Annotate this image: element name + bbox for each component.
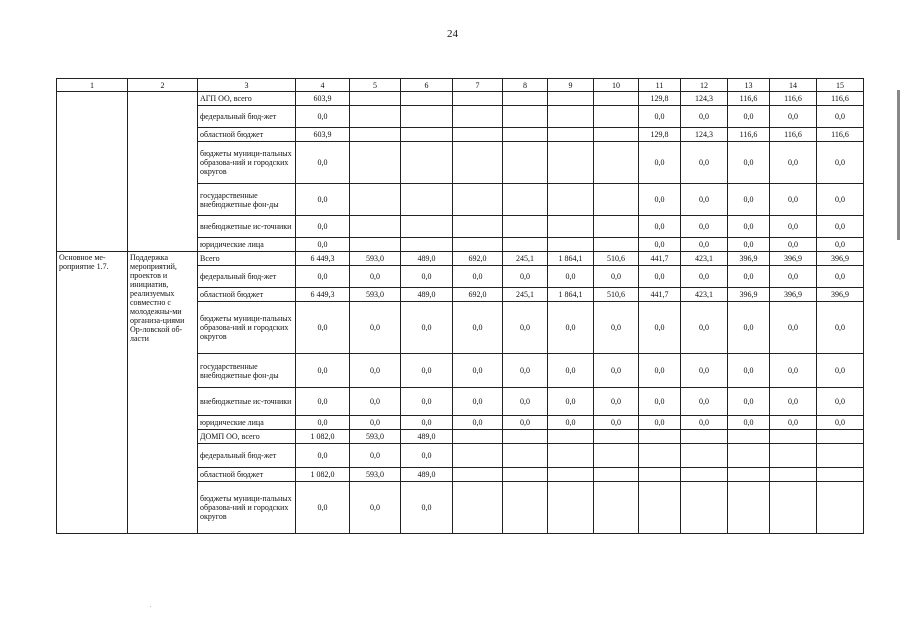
value-cell: 0,0 xyxy=(503,416,548,430)
value-cell xyxy=(453,468,503,482)
value-cell xyxy=(548,92,594,106)
funding-source-cell: бюджеты муници-пальных образова-ний и городских округов xyxy=(198,482,296,534)
value-cell xyxy=(548,238,594,252)
value-cell: 124,3 xyxy=(681,92,728,106)
scan-edge-mark xyxy=(897,90,900,240)
funding-source-cell: государственные внебюджетные фон-ды xyxy=(198,354,296,388)
value-cell: 0,0 xyxy=(639,184,681,216)
value-cell: 0,0 xyxy=(770,184,817,216)
value-cell: 0,0 xyxy=(296,416,350,430)
value-cell xyxy=(453,184,503,216)
value-cell: 0,0 xyxy=(770,142,817,184)
value-cell: 489,0 xyxy=(401,468,453,482)
value-cell: 396,9 xyxy=(728,288,770,302)
value-cell: 0,0 xyxy=(639,266,681,288)
table-row xyxy=(57,92,864,106)
value-cell: 0,0 xyxy=(681,238,728,252)
value-cell: 116,6 xyxy=(770,128,817,142)
value-cell xyxy=(350,216,401,238)
column-number-cell: 4 xyxy=(296,79,350,92)
measure-cell-empty xyxy=(57,92,128,252)
value-cell: 116,6 xyxy=(770,92,817,106)
value-cell: 441,7 xyxy=(639,288,681,302)
column-number-cell: 7 xyxy=(453,79,503,92)
value-cell: 0,0 xyxy=(728,184,770,216)
value-cell: 0,0 xyxy=(401,388,453,416)
value-cell: 0,0 xyxy=(453,266,503,288)
funding-source-cell: внебюджетные ис-точники xyxy=(198,388,296,416)
value-cell xyxy=(594,430,639,444)
value-cell: 489,0 xyxy=(401,288,453,302)
value-cell: 0,0 xyxy=(639,238,681,252)
value-cell xyxy=(350,128,401,142)
value-cell: 0,0 xyxy=(728,238,770,252)
value-cell xyxy=(503,142,548,184)
value-cell: 0,0 xyxy=(681,216,728,238)
value-cell xyxy=(350,184,401,216)
value-cell: 129,8 xyxy=(639,92,681,106)
column-number-row xyxy=(57,79,864,92)
funding-source-cell: областной бюджет xyxy=(198,288,296,302)
funding-source-cell: бюджеты муници-пальных образова-ний и городских округов xyxy=(198,302,296,354)
value-cell xyxy=(503,128,548,142)
value-cell: 0,0 xyxy=(401,354,453,388)
value-cell: 0,0 xyxy=(503,266,548,288)
value-cell: 0,0 xyxy=(594,416,639,430)
value-cell xyxy=(401,238,453,252)
value-cell: 0,0 xyxy=(296,482,350,534)
value-cell: 0,0 xyxy=(770,302,817,354)
value-cell xyxy=(503,238,548,252)
funding-source-cell: бюджеты муници-пальных образова-ний и городских округов xyxy=(198,142,296,184)
value-cell: 0,0 xyxy=(594,302,639,354)
value-cell: 0,0 xyxy=(728,106,770,128)
column-number-cell: 2 xyxy=(128,79,198,92)
value-cell xyxy=(350,142,401,184)
value-cell xyxy=(594,92,639,106)
value-cell xyxy=(401,216,453,238)
value-cell: 0,0 xyxy=(296,238,350,252)
value-cell: 0,0 xyxy=(681,106,728,128)
value-cell xyxy=(770,430,817,444)
value-cell xyxy=(548,106,594,128)
funding-source-cell: федеральный бюд-жет xyxy=(198,266,296,288)
value-cell: 0,0 xyxy=(681,184,728,216)
value-cell: 0,0 xyxy=(817,354,864,388)
value-cell xyxy=(503,482,548,534)
value-cell xyxy=(453,142,503,184)
value-cell xyxy=(594,468,639,482)
value-cell xyxy=(503,92,548,106)
value-cell xyxy=(548,430,594,444)
value-cell xyxy=(639,482,681,534)
value-cell xyxy=(639,444,681,468)
value-cell: 0,0 xyxy=(503,354,548,388)
value-cell: 0,0 xyxy=(681,416,728,430)
value-cell xyxy=(594,482,639,534)
value-cell xyxy=(503,430,548,444)
value-cell: 0,0 xyxy=(453,302,503,354)
column-number-cell: 10 xyxy=(594,79,639,92)
value-cell: 0,0 xyxy=(681,388,728,416)
value-cell: 0,0 xyxy=(728,388,770,416)
value-cell: 510,6 xyxy=(594,288,639,302)
value-cell xyxy=(594,142,639,184)
funding-source-cell: федеральный бюд-жет xyxy=(198,444,296,468)
value-cell xyxy=(350,106,401,128)
value-cell xyxy=(503,184,548,216)
value-cell: 0,0 xyxy=(728,302,770,354)
value-cell xyxy=(639,468,681,482)
value-cell: 593,0 xyxy=(350,288,401,302)
value-cell: 0,0 xyxy=(350,354,401,388)
value-cell: 0,0 xyxy=(296,388,350,416)
value-cell: 0,0 xyxy=(548,354,594,388)
value-cell xyxy=(817,444,864,468)
value-cell: 489,0 xyxy=(401,430,453,444)
value-cell: 124,3 xyxy=(681,128,728,142)
value-cell: 0,0 xyxy=(350,416,401,430)
value-cell: 0,0 xyxy=(770,416,817,430)
value-cell: 0,0 xyxy=(401,302,453,354)
value-cell xyxy=(453,106,503,128)
value-cell xyxy=(681,444,728,468)
budget-table xyxy=(56,78,864,534)
value-cell: 0,0 xyxy=(770,106,817,128)
value-cell: 593,0 xyxy=(350,252,401,266)
value-cell xyxy=(639,430,681,444)
value-cell: 0,0 xyxy=(296,302,350,354)
funding-source-cell: государственные внебюджетные фон-ды xyxy=(198,184,296,216)
value-cell xyxy=(453,128,503,142)
value-cell: 603,9 xyxy=(296,128,350,142)
value-cell xyxy=(401,142,453,184)
value-cell xyxy=(350,92,401,106)
value-cell: 129,8 xyxy=(639,128,681,142)
value-cell xyxy=(453,92,503,106)
value-cell: 0,0 xyxy=(548,302,594,354)
value-cell xyxy=(401,184,453,216)
value-cell xyxy=(401,106,453,128)
value-cell: 423,1 xyxy=(681,288,728,302)
value-cell: 0,0 xyxy=(817,106,864,128)
value-cell: 692,0 xyxy=(453,252,503,266)
value-cell xyxy=(503,444,548,468)
value-cell: 0,0 xyxy=(770,266,817,288)
column-number-cell: 13 xyxy=(728,79,770,92)
value-cell: 0,0 xyxy=(453,354,503,388)
value-cell: 0,0 xyxy=(350,266,401,288)
value-cell xyxy=(401,92,453,106)
value-cell: 0,0 xyxy=(350,388,401,416)
value-cell: 0,0 xyxy=(401,416,453,430)
value-cell: 0,0 xyxy=(639,354,681,388)
value-cell: 0,0 xyxy=(681,142,728,184)
value-cell: 593,0 xyxy=(350,430,401,444)
value-cell: 1 082,0 xyxy=(296,430,350,444)
value-cell xyxy=(548,184,594,216)
value-cell xyxy=(548,468,594,482)
value-cell: 0,0 xyxy=(548,266,594,288)
value-cell xyxy=(770,444,817,468)
value-cell: 6 449,3 xyxy=(296,252,350,266)
value-cell: 396,9 xyxy=(770,288,817,302)
value-cell: 0,0 xyxy=(770,388,817,416)
value-cell: 0,0 xyxy=(728,354,770,388)
value-cell: 0,0 xyxy=(296,184,350,216)
value-cell: 603,9 xyxy=(296,92,350,106)
value-cell: 0,0 xyxy=(350,302,401,354)
value-cell: 0,0 xyxy=(594,354,639,388)
value-cell: 0,0 xyxy=(350,482,401,534)
column-number-cell: 14 xyxy=(770,79,817,92)
value-cell: 489,0 xyxy=(401,252,453,266)
value-cell xyxy=(453,444,503,468)
value-cell: 0,0 xyxy=(728,216,770,238)
value-cell xyxy=(453,482,503,534)
value-cell: 1 082,0 xyxy=(296,468,350,482)
value-cell xyxy=(453,216,503,238)
value-cell xyxy=(594,444,639,468)
value-cell: 0,0 xyxy=(681,266,728,288)
value-cell xyxy=(728,482,770,534)
value-cell xyxy=(681,482,728,534)
value-cell: 423,1 xyxy=(681,252,728,266)
value-cell: 0,0 xyxy=(728,142,770,184)
funding-source-cell: АГП ОО, всего xyxy=(198,92,296,106)
value-cell xyxy=(548,128,594,142)
value-cell: 396,9 xyxy=(817,288,864,302)
measure-description-cell: Поддержка мероприятий, проектов и инициатив, реализуемых совместно с молодежны-ми организа-циями Ор-ловской об-ласти xyxy=(128,252,198,534)
value-cell: 0,0 xyxy=(401,444,453,468)
value-cell: 0,0 xyxy=(770,354,817,388)
funding-source-cell: областной бюджет xyxy=(198,128,296,142)
value-cell xyxy=(548,444,594,468)
funding-source-cell: Всего xyxy=(198,252,296,266)
value-cell xyxy=(728,444,770,468)
value-cell xyxy=(503,468,548,482)
value-cell: 0,0 xyxy=(639,416,681,430)
value-cell: 1 864,1 xyxy=(548,288,594,302)
value-cell xyxy=(594,216,639,238)
value-cell: 0,0 xyxy=(817,184,864,216)
value-cell: 6 449,3 xyxy=(296,288,350,302)
value-cell: 0,0 xyxy=(639,388,681,416)
value-cell: 0,0 xyxy=(770,238,817,252)
value-cell xyxy=(594,106,639,128)
column-number-cell: 5 xyxy=(350,79,401,92)
value-cell xyxy=(453,238,503,252)
funding-source-cell: внебюджетные ис-точники xyxy=(198,216,296,238)
value-cell xyxy=(503,216,548,238)
value-cell: 0,0 xyxy=(817,388,864,416)
value-cell: 0,0 xyxy=(548,416,594,430)
value-cell xyxy=(548,216,594,238)
column-number-cell: 6 xyxy=(401,79,453,92)
value-cell xyxy=(817,482,864,534)
value-cell xyxy=(817,468,864,482)
value-cell: 116,6 xyxy=(728,92,770,106)
value-cell xyxy=(548,142,594,184)
value-cell: 0,0 xyxy=(770,216,817,238)
value-cell: 0,0 xyxy=(639,302,681,354)
description-cell-empty xyxy=(128,92,198,252)
measure-name-cell: Основное ме-роприятие 1.7. xyxy=(57,252,128,534)
value-cell: 0,0 xyxy=(681,302,728,354)
value-cell: 396,9 xyxy=(728,252,770,266)
value-cell: 245,1 xyxy=(503,288,548,302)
value-cell: 0,0 xyxy=(817,216,864,238)
value-cell xyxy=(594,128,639,142)
value-cell: 593,0 xyxy=(350,468,401,482)
value-cell: 0,0 xyxy=(639,142,681,184)
funding-source-cell: юридические лица xyxy=(198,238,296,252)
value-cell: 0,0 xyxy=(453,416,503,430)
column-number-cell: 15 xyxy=(817,79,864,92)
value-cell: 0,0 xyxy=(296,142,350,184)
column-number-cell: 9 xyxy=(548,79,594,92)
funding-source-cell: ДОМП ОО, всего xyxy=(198,430,296,444)
value-cell: 0,0 xyxy=(296,106,350,128)
value-cell: 245,1 xyxy=(503,252,548,266)
value-cell xyxy=(681,468,728,482)
value-cell: 510,6 xyxy=(594,252,639,266)
value-cell: 0,0 xyxy=(296,354,350,388)
value-cell: 0,0 xyxy=(296,266,350,288)
value-cell: 0,0 xyxy=(639,106,681,128)
value-cell: 0,0 xyxy=(728,416,770,430)
page-number: 24 xyxy=(447,28,458,40)
value-cell: 1 864,1 xyxy=(548,252,594,266)
value-cell: 0,0 xyxy=(350,444,401,468)
table-row xyxy=(57,252,864,266)
column-number-cell: 8 xyxy=(503,79,548,92)
value-cell: 0,0 xyxy=(817,142,864,184)
value-cell: 0,0 xyxy=(401,266,453,288)
funding-source-cell: федеральный бюд-жет xyxy=(198,106,296,128)
value-cell: 0,0 xyxy=(503,302,548,354)
value-cell xyxy=(401,128,453,142)
value-cell: 116,6 xyxy=(817,128,864,142)
value-cell: 0,0 xyxy=(594,266,639,288)
value-cell: 0,0 xyxy=(681,354,728,388)
value-cell: 0,0 xyxy=(728,266,770,288)
column-number-cell: 12 xyxy=(681,79,728,92)
value-cell xyxy=(681,430,728,444)
value-cell xyxy=(594,238,639,252)
value-cell: 0,0 xyxy=(296,216,350,238)
value-cell xyxy=(350,238,401,252)
value-cell: 396,9 xyxy=(770,252,817,266)
value-cell xyxy=(548,482,594,534)
column-number-cell: 3 xyxy=(198,79,296,92)
scan-dot xyxy=(150,606,151,607)
value-cell xyxy=(594,184,639,216)
value-cell: 0,0 xyxy=(817,302,864,354)
funding-source-cell: областной бюджет xyxy=(198,468,296,482)
value-cell: 116,6 xyxy=(817,92,864,106)
value-cell xyxy=(770,468,817,482)
value-cell: 0,0 xyxy=(548,388,594,416)
value-cell: 0,0 xyxy=(817,238,864,252)
value-cell: 116,6 xyxy=(728,128,770,142)
value-cell: 0,0 xyxy=(453,388,503,416)
value-cell xyxy=(728,468,770,482)
value-cell xyxy=(817,430,864,444)
value-cell: 0,0 xyxy=(817,266,864,288)
value-cell xyxy=(503,106,548,128)
value-cell xyxy=(728,430,770,444)
column-number-cell: 1 xyxy=(57,79,128,92)
value-cell: 0,0 xyxy=(296,444,350,468)
value-cell: 0,0 xyxy=(503,388,548,416)
value-cell: 0,0 xyxy=(639,216,681,238)
value-cell: 441,7 xyxy=(639,252,681,266)
value-cell xyxy=(453,430,503,444)
column-number-cell: 11 xyxy=(639,79,681,92)
value-cell: 0,0 xyxy=(817,416,864,430)
funding-source-cell: юридические лица xyxy=(198,416,296,430)
value-cell: 396,9 xyxy=(817,252,864,266)
value-cell: 692,0 xyxy=(453,288,503,302)
value-cell: 0,0 xyxy=(401,482,453,534)
value-cell xyxy=(770,482,817,534)
value-cell: 0,0 xyxy=(594,388,639,416)
